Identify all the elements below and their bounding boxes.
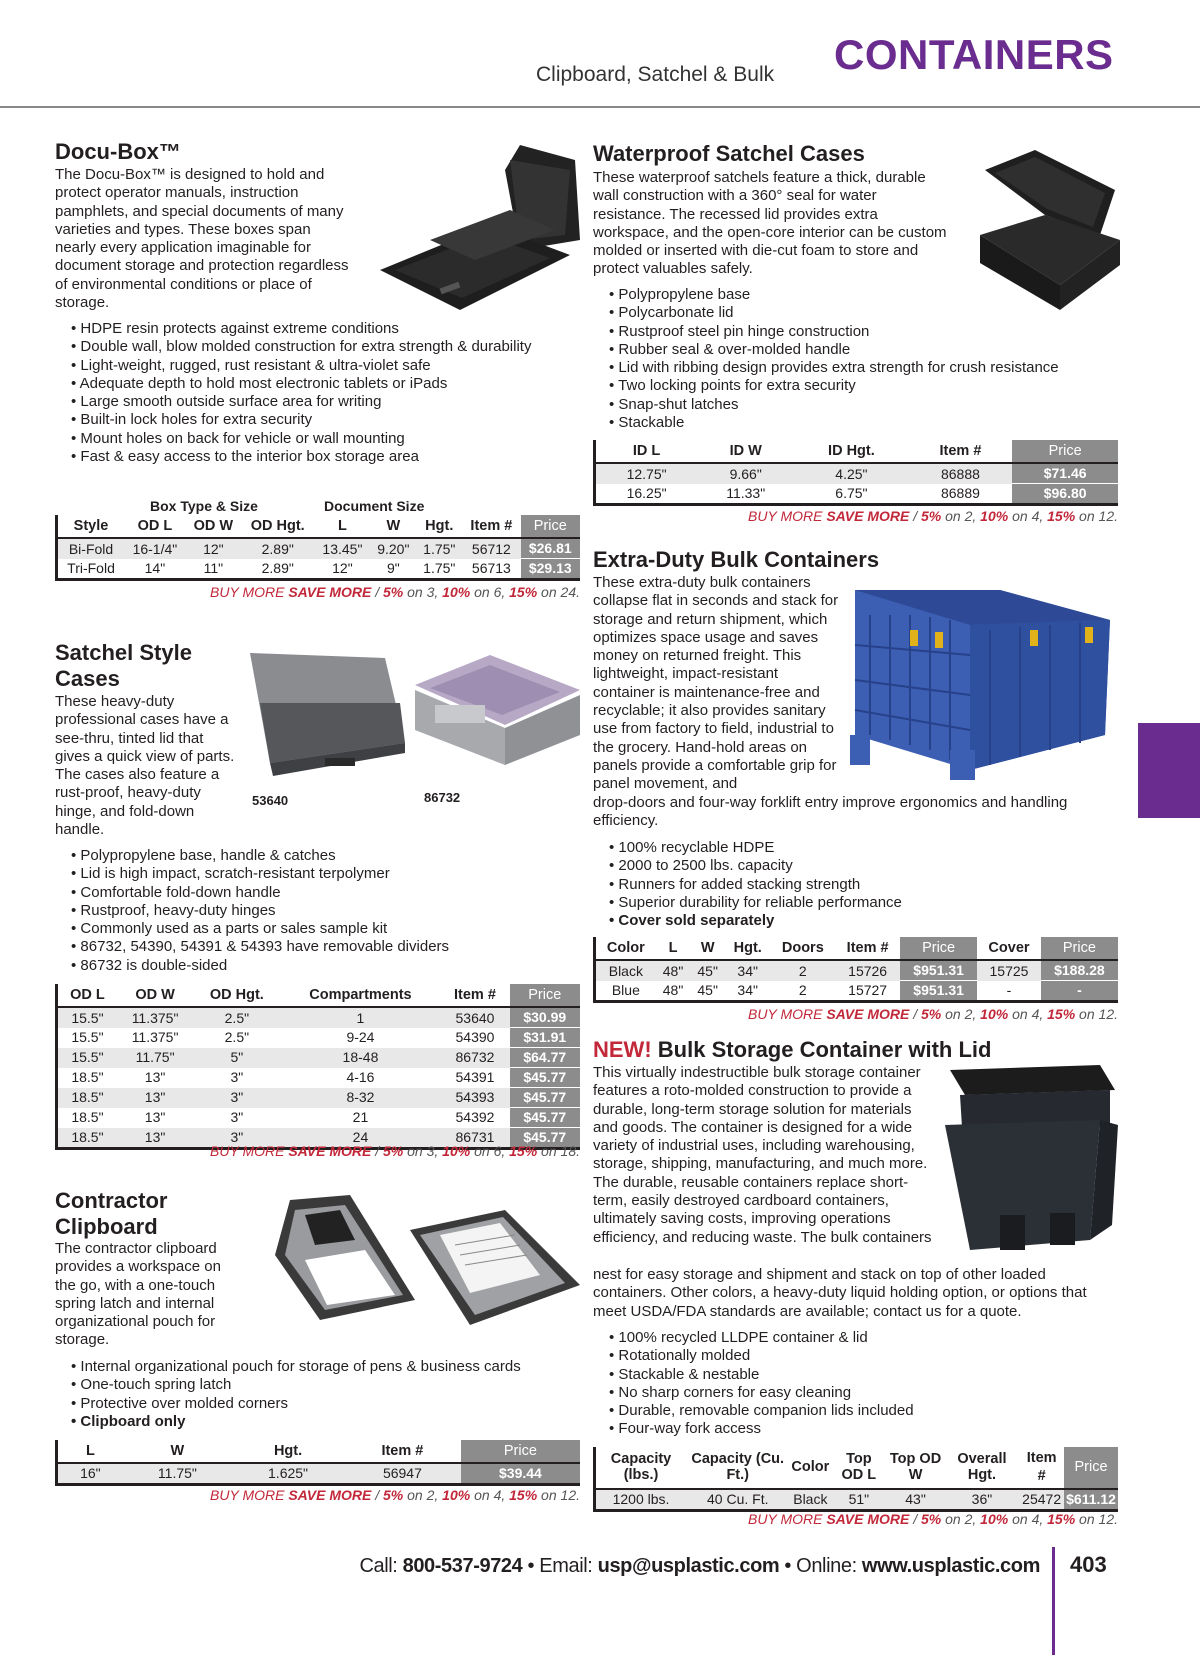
docubox-group-doc: Document Size — [324, 498, 425, 514]
col-header: OD L — [57, 984, 117, 1007]
col-header: Capacity (Cu. Ft.) — [686, 1447, 789, 1489]
cell: 9.66" — [697, 463, 794, 484]
cell: 11.375" — [117, 1028, 193, 1048]
cell: 18.5" — [57, 1068, 117, 1088]
col-header: Color — [595, 937, 656, 960]
lidded-bullets — [601, 1329, 1141, 1439]
table-header-row — [595, 440, 1119, 463]
bullet-bold: • Clipboard only — [63, 1413, 583, 1431]
table-row — [57, 1108, 581, 1128]
waterproof-table — [593, 440, 1118, 506]
price-cell: $30.99 — [510, 1007, 580, 1028]
cell: 15726 — [835, 960, 900, 981]
cell: 86888 — [909, 463, 1013, 484]
col-header: Item # — [835, 937, 900, 960]
bullet: • Two locking points for extra security — [601, 377, 1141, 395]
cell: 18.5" — [57, 1128, 117, 1149]
table-header-row — [57, 1440, 581, 1463]
lidded-title-text: Bulk Storage Container with Lid — [657, 1037, 992, 1062]
bullet: • Built-in lock holes for extra security — [63, 411, 583, 429]
satchel-image-2 — [410, 650, 585, 770]
cell: 12.75" — [595, 463, 698, 484]
bullet: • Commonly used as a parts or sales sample kit — [63, 920, 583, 938]
col-header: W — [690, 937, 725, 960]
price-cell: $45.77 — [510, 1088, 580, 1108]
cell: 13" — [117, 1068, 193, 1088]
cell: Tri-Fold — [57, 559, 125, 580]
call-label: Call: — [359, 1555, 403, 1577]
bulk-table — [593, 937, 1118, 1003]
cell: 43" — [886, 1489, 944, 1511]
col-header: L — [57, 1440, 123, 1463]
col-header: OD L — [124, 515, 186, 538]
cell: 16" — [57, 1463, 123, 1485]
table-row — [57, 1028, 581, 1048]
email-link[interactable]: usp@usplastic.com — [597, 1555, 780, 1577]
cell: 18-48 — [280, 1048, 440, 1068]
bullet: • Light-weight, rugged, rust resistant & ultra-violet safe — [63, 357, 583, 375]
bullet: • Stackable & nestable — [601, 1366, 1141, 1384]
waterproof-description: These waterproof satchels feature a thick, durable wall construction with a 360° seal for water resistance. The recessed lid provides extra workspace, and the open-core interior can be custom molded or inserted with die-cut foam to store and protect valuables safely. — [593, 169, 947, 278]
col-header: Price — [1012, 440, 1118, 463]
cell: 11.75" — [117, 1048, 193, 1068]
cell: 56947 — [344, 1463, 461, 1485]
bullet: • Mount holes on back for vehicle or wall mounting — [63, 430, 583, 448]
col-header: Top OD L — [831, 1447, 886, 1489]
cell: 45" — [690, 960, 725, 981]
cell: 1.75" — [416, 559, 462, 580]
cell: 24 — [280, 1128, 440, 1149]
cell: 25472 — [1019, 1489, 1064, 1511]
satchel-description: These heavy-duty professional cases have a see-thru, tinted lid that gives a quick view of parts. The cases also feature a rust-proof, heavy-duty hinge, and fold-down handle. — [55, 693, 235, 839]
cell: Black — [789, 1489, 831, 1511]
price-cell: $29.13 — [521, 559, 580, 580]
table-row — [595, 463, 1119, 484]
bullet: • Double wall, blow molded construction for extra strength & durability — [63, 338, 583, 356]
cell: Black — [595, 960, 656, 981]
bullet-bold: • Cover sold separately — [601, 912, 1141, 930]
section-subtitle: Clipboard, Satchel & Bulk — [536, 63, 775, 86]
col-header: Price — [521, 515, 580, 538]
cell: 15.5" — [57, 1007, 117, 1028]
col-header: Item # — [440, 984, 509, 1007]
col-header: L — [315, 515, 371, 538]
satchel-table — [55, 984, 580, 1150]
cell: 15.5" — [57, 1048, 117, 1068]
cell: Bi-Fold — [57, 538, 125, 559]
col-header: Cover — [977, 937, 1041, 960]
col-header: L — [656, 937, 691, 960]
cell: 21 — [280, 1108, 440, 1128]
cell: 2 — [770, 981, 835, 1002]
footer-contact — [345, 1557, 1040, 1575]
bulk-bullets — [601, 839, 1141, 930]
table-row — [57, 559, 581, 580]
bullet: • Polypropylene base, handle & catches — [63, 847, 583, 865]
bullet: • Polycarbonate lid — [601, 304, 1141, 322]
lidded-table — [593, 1447, 1118, 1512]
email-label: • Email: — [522, 1555, 598, 1577]
lidded-promo: BUY MORE SAVE MORE / 5% on 2, 10% on 4, 15% on 12. — [748, 1511, 1118, 1527]
cell: 13.45" — [315, 538, 371, 559]
cell: 4-16 — [280, 1068, 440, 1088]
clipboard-promo: BUY MORE SAVE MORE / 5% on 2, 10% on 4, 15% on 12. — [210, 1487, 580, 1503]
col-header: Hgt. — [232, 1440, 344, 1463]
bulk-description: These extra-duty bulk containers collapse flat in seconds and stack for storage and return shipment, which optimizes space usage and saves money on returned freight. This lightweight, impact-resistant container is maintenance-free and recyclable; it also provides sanitary use from factory to field, industrial to the grocery. Hand-hold areas on panels provide a comfortable grip for panel movement, and — [593, 574, 839, 793]
cell: 54392 — [440, 1108, 509, 1128]
cell: 45" — [690, 981, 725, 1002]
col-header: Capacity (lbs.) — [595, 1447, 687, 1489]
cell: 36" — [945, 1489, 1020, 1511]
bullet: • Superior durability for reliable performance — [601, 894, 1141, 912]
clipboard-title: Contractor Clipboard — [55, 1188, 168, 1239]
cell: 5" — [193, 1048, 280, 1068]
docubox-bullets — [63, 320, 583, 466]
col-header: Price — [510, 984, 580, 1007]
web-link[interactable]: www.usplastic.com — [861, 1555, 1040, 1577]
col-header: OD W — [186, 515, 241, 538]
cell: 11" — [186, 559, 241, 580]
bullet: • Four-way fork access — [601, 1420, 1141, 1438]
lidded-image — [940, 1065, 1120, 1255]
col-header: Hgt. — [416, 515, 462, 538]
price-cell: $64.77 — [510, 1048, 580, 1068]
price-cell: $71.46 — [1012, 463, 1118, 484]
cell: 3" — [193, 1108, 280, 1128]
cell: 34" — [725, 981, 770, 1002]
clipboard-description: The contractor clipboard provides a workspace on the go, with a one-touch spring latch and internal organizational pouch for storage. — [55, 1240, 221, 1349]
new-badge: NEW! — [593, 1037, 652, 1062]
cell: 56712 — [462, 538, 520, 559]
bullet: • One-touch spring latch — [63, 1376, 583, 1394]
cell: 1.625" — [232, 1463, 344, 1485]
col-header: W — [370, 515, 416, 538]
clipboard-image — [265, 1195, 585, 1330]
cell: 6.75" — [794, 484, 908, 505]
cell: 18.5" — [57, 1088, 117, 1108]
col-header: Price — [461, 1440, 580, 1463]
cell: 86732 — [440, 1048, 509, 1068]
col-header: Item # — [462, 515, 520, 538]
col-header: Style — [57, 515, 125, 538]
clipboard-table — [55, 1440, 580, 1486]
col-header: Top OD W — [886, 1447, 944, 1489]
price-cell: $45.77 — [510, 1108, 580, 1128]
bullet: • Comfortable fold-down handle — [63, 884, 583, 902]
cell: 3" — [193, 1128, 280, 1149]
docubox-image — [370, 140, 590, 325]
price-cell: $96.80 — [1012, 484, 1118, 505]
lidded-description: This virtually indestructible bulk storage container features a roto-molded construction to provide a durable, long-term storage solution for materials and goods. The container is designed for a wide variety of industrial uses, including warehousing, storage, shipping, manufacturing, and much more. The durable, reusable containers replace short-term, easily destroyed cardboard containers, ultimately saving costs, improving operations efficiency, and reducing waste. The bulk containers — [593, 1064, 932, 1246]
cell: 48" — [656, 981, 691, 1002]
satchel-title: Satchel Style Cases — [55, 640, 192, 691]
cell: 53640 — [440, 1007, 509, 1028]
cell: Blue — [595, 981, 656, 1002]
col-header: Price — [1064, 1447, 1118, 1489]
cell: 11.75" — [123, 1463, 232, 1485]
col-header: Item # — [909, 440, 1013, 463]
docubox-table — [55, 515, 580, 581]
bullet: • Internal organizational pouch for storage of pens & business cards — [63, 1358, 583, 1376]
col-header: Price — [900, 937, 977, 960]
waterproof-promo: BUY MORE SAVE MORE / 5% on 2, 10% on 4, 15% on 12. — [748, 508, 1118, 524]
bullet: • Rubber seal & over-molded handle — [601, 341, 1141, 359]
lidded-description-cont: nest for easy storage and shipment and stack on top of other loaded containers. Other colors, a heavy-duty liquid holding option, or options that meet USDA/FDA standards are available; contact us for a quote. — [593, 1266, 1087, 1320]
cell: 15725 — [977, 960, 1041, 981]
table-row — [57, 1088, 581, 1108]
col-header: ID W — [697, 440, 794, 463]
docubox-title: Docu-Box™ — [55, 139, 181, 164]
bullet: • 100% recycled LLDPE container & lid — [601, 1329, 1141, 1347]
cell: 2 — [770, 960, 835, 981]
side-tab — [1138, 723, 1200, 818]
cell: 54393 — [440, 1088, 509, 1108]
price-cell: $39.44 — [461, 1463, 580, 1485]
cell: 2.5" — [193, 1028, 280, 1048]
cell: 1200 lbs. — [595, 1489, 687, 1511]
satchel-promo: BUY MORE SAVE MORE / 5% on 3, 10% on 6, 15% on 18. — [210, 1143, 580, 1159]
cell: 15.5" — [57, 1028, 117, 1048]
table-row — [595, 484, 1119, 505]
web-label: • Online: — [779, 1555, 862, 1577]
clipboard-bullets — [63, 1358, 583, 1431]
bullet: • HDPE resin protects against extreme conditions — [63, 320, 583, 338]
cell: 1 — [280, 1007, 440, 1028]
cell: 9-24 — [280, 1028, 440, 1048]
cell: 1.75" — [416, 538, 462, 559]
bullet: • 86732, 54390, 54391 & 54393 have removable dividers — [63, 938, 583, 956]
bullet: • No sharp corners for easy cleaning — [601, 1384, 1141, 1402]
bullet: • Durable, removable companion lids included — [601, 1402, 1141, 1420]
bullet: • 86732 is double-sided — [63, 957, 583, 975]
table-row — [595, 1489, 1119, 1511]
col-header: Overall Hgt. — [945, 1447, 1020, 1489]
cell: 86731 — [440, 1128, 509, 1149]
docubox-description: The Docu-Box™ is designed to hold and protect operator manuals, instruction pamphlets, and special documents of many varieties and types. These boxes span nearly every application imaginable for document storage and protection regardless of environmental conditions or place of storage. — [55, 166, 349, 312]
table-header-row — [57, 984, 581, 1007]
waterproof-title: Waterproof Satchel Cases — [593, 141, 865, 166]
cell: 4.25" — [794, 463, 908, 484]
col-header: OD Hgt. — [193, 984, 280, 1007]
cell: 2.89" — [241, 559, 315, 580]
table-row — [57, 1068, 581, 1088]
col-header: Color — [789, 1447, 831, 1489]
page-title: CONTAINERS — [834, 31, 1114, 78]
satchel-image-1-label: 53640 — [252, 793, 289, 808]
bullet: • Rotationally molded — [601, 1347, 1141, 1365]
table-header-row — [57, 515, 581, 538]
cell: 8-32 — [280, 1088, 440, 1108]
satchel-image-1 — [245, 648, 410, 788]
cell: 51" — [831, 1489, 886, 1511]
price-cell: $31.91 — [510, 1028, 580, 1048]
cell: 11.375" — [117, 1007, 193, 1028]
bullet: • Protective over molded corners — [63, 1395, 583, 1413]
table-header-row — [595, 937, 1119, 960]
bullet: • Fast & easy access to the interior box storage area — [63, 448, 583, 466]
cell: 14" — [124, 559, 186, 580]
cell: 86889 — [909, 484, 1013, 505]
cell: 18.5" — [57, 1108, 117, 1128]
price-cell: $45.77 — [510, 1068, 580, 1088]
table-row — [57, 1463, 581, 1485]
bullet: • Rustproof steel pin hinge construction — [601, 323, 1141, 341]
cell: 11.33" — [697, 484, 794, 505]
table-row — [57, 1048, 581, 1068]
phone-link[interactable]: 800-537-9724 — [402, 1555, 523, 1577]
cell: 16.25" — [595, 484, 698, 505]
bullet: • Large smooth outside surface area for writing — [63, 393, 583, 411]
bullet: • 100% recyclable HDPE — [601, 839, 1141, 857]
table-row — [595, 960, 1119, 981]
cell: 9.20" — [370, 538, 416, 559]
price-cell: - — [1041, 981, 1118, 1002]
cell: 12" — [186, 538, 241, 559]
bullet: • Runners for added stacking strength — [601, 876, 1141, 894]
bulk-description-cont: drop-doors and four-way forklift entry improve ergonomics and handling efficiency. — [593, 794, 1068, 830]
col-header: Item # — [344, 1440, 461, 1463]
col-header: ID Hgt. — [794, 440, 908, 463]
price-cell: $951.31 — [900, 960, 977, 981]
docubox-group-box: Box Type & Size — [150, 498, 258, 514]
table-row — [57, 1007, 581, 1028]
cell: 48" — [656, 960, 691, 981]
cell: 16-1/4" — [124, 538, 186, 559]
col-header: Price — [1041, 937, 1118, 960]
col-header: OD Hgt. — [241, 515, 315, 538]
col-header: Hgt. — [725, 937, 770, 960]
cell: 40 Cu. Ft. — [686, 1489, 789, 1511]
bullet: • Snap-shut latches — [601, 396, 1141, 414]
table-row — [595, 981, 1119, 1002]
cell: 34" — [725, 960, 770, 981]
bullet: • 2000 to 2500 lbs. capacity — [601, 857, 1141, 875]
cell: 3" — [193, 1088, 280, 1108]
cell: 13" — [117, 1088, 193, 1108]
price-cell: $951.31 — [900, 981, 977, 1002]
cell: 56713 — [462, 559, 520, 580]
col-header: OD W — [117, 984, 193, 1007]
cell: 15727 — [835, 981, 900, 1002]
bullet: • Polypropylene base — [601, 286, 1141, 304]
satchel-image-2-label: 86732 — [424, 790, 461, 805]
bulk-promo: BUY MORE SAVE MORE / 5% on 2, 10% on 4, 15% on 12. — [748, 1006, 1118, 1022]
cell: 2.89" — [241, 538, 315, 559]
price-cell: $45.77 — [510, 1128, 580, 1149]
header-rule — [0, 106, 1200, 108]
table-header-row — [595, 1447, 1119, 1489]
table-row — [57, 538, 581, 559]
footer-divider — [1052, 1547, 1055, 1655]
col-header: W — [123, 1440, 232, 1463]
bullet: • Rustproof, heavy-duty hinges — [63, 902, 583, 920]
bullet: • Lid is high impact, scratch-resistant terpolymer — [63, 865, 583, 883]
cell: 13" — [117, 1108, 193, 1128]
col-header: ID L — [595, 440, 698, 463]
docubox-promo: BUY MORE SAVE MORE / 5% on 3, 10% on 6, 15% on 24. — [210, 584, 580, 600]
col-header: Compartments — [280, 984, 440, 1007]
bullet: • Lid with ribbing design provides extra strength for crush resistance — [601, 359, 1141, 377]
bulk-image — [850, 585, 1120, 780]
satchel-bullets — [63, 847, 583, 975]
cell: 9" — [370, 559, 416, 580]
price-cell: $611.12 — [1064, 1489, 1118, 1511]
cell: 13" — [117, 1128, 193, 1149]
col-header: Doors — [770, 937, 835, 960]
bullet: • Adequate depth to hold most electronic tablets or iPads — [63, 375, 583, 393]
page-number: 403 — [1070, 1552, 1107, 1577]
price-cell: $188.28 — [1041, 960, 1118, 981]
cell: 12" — [315, 559, 371, 580]
col-header: Item # — [1019, 1447, 1064, 1489]
cell: 54391 — [440, 1068, 509, 1088]
bullet: • Stackable — [601, 414, 1141, 432]
cell: 2.5" — [193, 1007, 280, 1028]
cell: 54390 — [440, 1028, 509, 1048]
lidded-title — [593, 1037, 991, 1063]
waterproof-bullets — [601, 286, 1141, 432]
cell: 3" — [193, 1068, 280, 1088]
bulk-title: Extra-Duty Bulk Containers — [593, 547, 880, 572]
price-cell: $26.81 — [521, 538, 580, 559]
cell: - — [977, 981, 1041, 1002]
